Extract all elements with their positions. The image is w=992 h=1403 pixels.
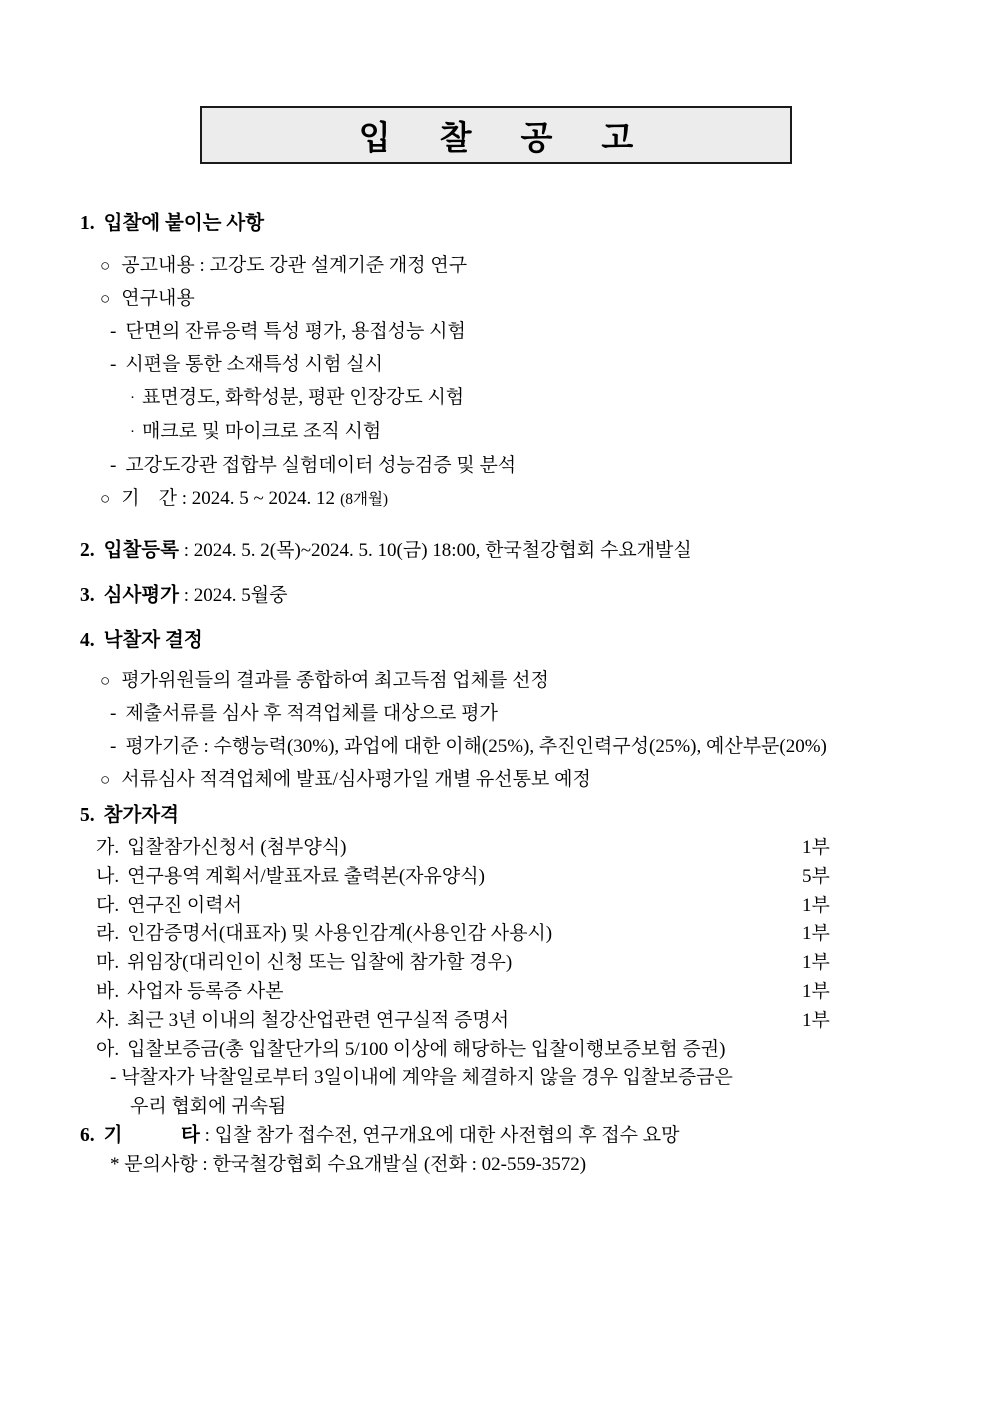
- circle-bullet: ○: [100, 671, 111, 690]
- row-text: 위임장(대리인이 신청 또는 입찰에 참가할 경우): [127, 952, 513, 974]
- list-item: [80, 381, 960, 415]
- section-6-number: 6.: [80, 1124, 95, 1146]
- document-row: [80, 892, 960, 921]
- section-3-title: 심사평가: [103, 585, 179, 606]
- list-item: [80, 449, 960, 482]
- row-text: 입찰보증금(총 입찰단가의 5/100 이상에 해당하는 입찰이행보증보험 증권): [127, 1038, 726, 1060]
- list-item-text: 제출서류를 심사 후 적격업체를 대상으로 평가: [125, 703, 498, 724]
- circle-bullet: ○: [100, 289, 111, 308]
- list-item-text: 표면경도, 화학성분, 평판 인장강도 시험: [142, 387, 465, 408]
- row-label: 라.: [96, 923, 120, 945]
- row-text: 입찰참가신청서 (첨부양식): [127, 837, 347, 858]
- list-item: [80, 315, 960, 348]
- row-label: 가.: [96, 837, 120, 858]
- circle-bullet: ○: [100, 489, 111, 508]
- document-row: [80, 978, 960, 1007]
- row-label: 바.: [96, 980, 120, 1002]
- section-4-list: [80, 664, 960, 796]
- row-text: 최근 3년 이내의 철강산업관련 연구실적 증명서: [127, 1009, 510, 1031]
- duration-note: (8개월): [340, 491, 389, 508]
- document-row: [80, 834, 960, 863]
- list-item: [80, 763, 960, 796]
- list-item-text: 단면의 잔류응력 특성 평가, 용접성능 시험: [125, 321, 466, 342]
- copy-count: 1부: [802, 1009, 830, 1031]
- circle-bullet: ○: [100, 770, 111, 789]
- list-item-text: 공고내용 : 고강도 강관 설계기준 개정 연구: [121, 255, 468, 276]
- deposit-note-wrap: 우리 협회에 귀속됨: [130, 1096, 287, 1118]
- row-text: 연구용역 계획서/발표자료 출력본(자유양식): [127, 865, 485, 887]
- document-row: [80, 1007, 960, 1036]
- section-4-number: 4.: [80, 630, 95, 651]
- copy-count: 1부: [802, 952, 830, 974]
- section-6-title: 기 타: [103, 1124, 200, 1146]
- section-3-value: : 2024. 5월중: [178, 585, 288, 606]
- section-2-value: : 2024. 5. 2(목)~2024. 5. 10(금) 18:00, 한국철강협회 수요개발실: [178, 540, 692, 561]
- copy-count: 1부: [802, 980, 830, 1002]
- deposit-note-line: - 낙찰자가 낙찰일로부터 3일이내에 계약을 체결하지 않을 경우 입찰보증금은: [110, 1067, 733, 1089]
- section-6-line: [80, 1122, 960, 1151]
- section-5-title: 참가자격: [103, 805, 179, 826]
- section-3-number: 3.: [80, 585, 95, 606]
- dot-bullet: ·: [130, 390, 135, 406]
- row-text: 인감증명서(대표자) 및 사용인감계(사용인감 사용시): [127, 923, 553, 945]
- list-item: [80, 348, 960, 381]
- list-item-text: 평가기준 : 수행능력(30%), 과업에 대한 이해(25%), 추진인력구성(25%), 예산부문(20%): [125, 736, 827, 757]
- list-item: [80, 730, 960, 763]
- dash-bullet: -: [110, 736, 117, 757]
- copy-count: 5부: [802, 865, 830, 887]
- list-item: [80, 664, 960, 697]
- list-item-text: 서류심사 적격업체에 발표/심사평가일 개별 유선통보 예정: [121, 769, 591, 790]
- section-1-list: [80, 249, 960, 516]
- dash-bullet: -: [110, 354, 117, 375]
- list-item-text: 평가위원들의 결과를 종합하여 최고득점 업체를 선정: [121, 670, 549, 691]
- document-row: [80, 920, 960, 949]
- list-item: [80, 249, 960, 282]
- circle-bullet: ○: [100, 256, 111, 275]
- section-2-number: 2.: [80, 540, 95, 561]
- list-item-text: 시편을 통한 소재특성 시험 실시: [125, 354, 383, 375]
- contact-note: * 문의사항 : 한국철강협회 수요개발실 (전화 : 02-559-3572): [110, 1153, 587, 1175]
- section-5-list: [80, 834, 960, 1122]
- section-4-heading: [80, 624, 960, 657]
- document-title-box: [200, 106, 792, 164]
- section-3-line: [80, 579, 960, 612]
- section-2-line: [80, 534, 960, 567]
- list-item: [80, 282, 960, 315]
- dash-bullet: -: [110, 455, 117, 476]
- copy-count: 1부: [802, 923, 830, 945]
- section-2-title: 입찰등록: [103, 540, 179, 561]
- copy-count: 1부: [802, 837, 830, 858]
- section-6-value: : 입찰 참가 접수전, 연구개요에 대한 사전협의 후 접수 요망: [199, 1124, 680, 1146]
- document-body: [80, 207, 960, 1180]
- row-label: 나.: [96, 865, 120, 887]
- section-4-title: 낙찰자 결정: [103, 630, 203, 651]
- document-row: [80, 949, 960, 978]
- document-row: [80, 1036, 960, 1065]
- section-5-number: 5.: [80, 805, 95, 826]
- list-item-text: 매크로 및 마이크로 조직 시험: [142, 421, 382, 442]
- list-item-text: 고강도강관 접합부 실험데이터 성능검증 및 분석: [125, 455, 517, 476]
- row-label: 아.: [96, 1038, 120, 1060]
- dot-bullet: ·: [130, 424, 135, 440]
- row-text: 연구진 이력서: [127, 894, 242, 916]
- document-title: 입 찰 공 고: [358, 120, 642, 157]
- list-item: [80, 415, 960, 449]
- list-item: [80, 482, 960, 516]
- list-item: [80, 697, 960, 730]
- dash-bullet: -: [110, 321, 117, 342]
- list-item-text: 기 간 : 2024. 5 ~ 2024. 12: [121, 488, 336, 509]
- list-item-text: 연구내용: [121, 288, 195, 309]
- section-5-heading: [80, 799, 960, 832]
- copy-count: 1부: [802, 894, 830, 916]
- dash-bullet: -: [110, 703, 117, 724]
- row-label: 마.: [96, 952, 120, 974]
- section-1-title: 입찰에 붙이는 사항: [103, 213, 265, 234]
- document-row: [80, 863, 960, 892]
- row-text: 사업자 등록증 사본: [127, 980, 284, 1002]
- row-label: 사.: [96, 1009, 120, 1031]
- row-label: 다.: [96, 894, 120, 916]
- section-1-number: 1.: [80, 213, 95, 234]
- section-1-heading: [80, 207, 960, 240]
